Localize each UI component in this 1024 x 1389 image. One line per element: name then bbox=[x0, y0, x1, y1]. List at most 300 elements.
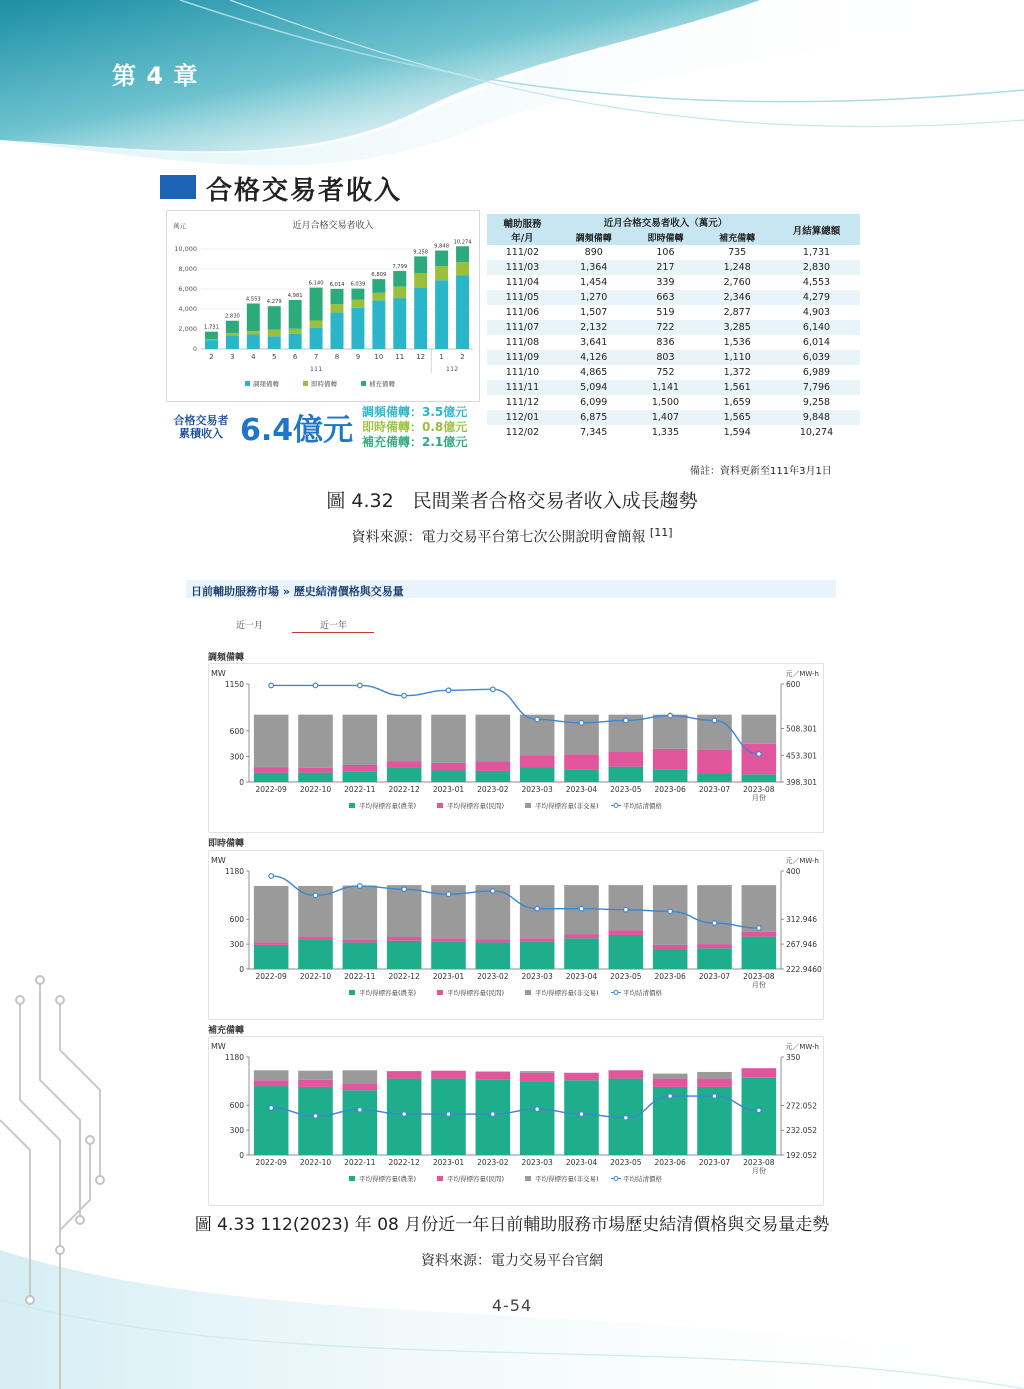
revenue-y-tick: 8,000 bbox=[178, 265, 197, 273]
market-x-tick: 2023-07 bbox=[698, 972, 731, 981]
revenue-bar-segment bbox=[372, 300, 385, 349]
market-price-point bbox=[269, 874, 274, 879]
table-cell: 2,760 bbox=[701, 275, 773, 290]
table-cell: 2,346 bbox=[701, 290, 773, 305]
table-row bbox=[487, 275, 860, 290]
market-bar-segment bbox=[476, 762, 511, 771]
revenue-total-label: 10,274 bbox=[453, 239, 472, 246]
revenue-bar-segment bbox=[435, 280, 448, 349]
revenue-bar-segment bbox=[247, 334, 260, 349]
table-cell: 6,140 bbox=[773, 320, 860, 335]
revenue-bar-segment bbox=[289, 329, 302, 334]
revenue-total-label: 6,140 bbox=[308, 280, 324, 287]
market-bar-segment bbox=[254, 715, 289, 768]
table-cell: 4,126 bbox=[558, 350, 630, 365]
table-cell: 1,141 bbox=[630, 380, 702, 395]
table-row bbox=[487, 395, 860, 410]
market-y-tick: 1150 bbox=[224, 680, 244, 689]
market-bar-segment bbox=[298, 1080, 333, 1087]
market-bar-segment bbox=[387, 761, 422, 768]
market-bar-segment bbox=[387, 768, 422, 782]
revenue-bar-segment bbox=[247, 331, 260, 334]
market-x-suffix: 月份 bbox=[751, 1167, 766, 1175]
revenue-x-tick: 5 bbox=[271, 353, 277, 361]
market-bar-segment bbox=[298, 715, 333, 768]
cumulative-label-line2: 累積收入 bbox=[179, 427, 223, 440]
chapter-label: 第 4 章 bbox=[112, 62, 199, 90]
market-legend-swatch bbox=[437, 1176, 443, 1181]
market-bar-segment bbox=[387, 941, 422, 969]
revenue-x-tick: 10 bbox=[374, 353, 384, 361]
market-x-tick: 2023-06 bbox=[654, 972, 686, 981]
cumulative-label bbox=[170, 414, 232, 440]
revenue-bar-segment bbox=[393, 298, 406, 349]
market-x-tick: 2023-03 bbox=[521, 972, 553, 981]
market-bar-segment bbox=[343, 1090, 378, 1155]
market-legend-label: 平均結清價格 bbox=[623, 1175, 662, 1183]
table-cell: 1,454 bbox=[558, 275, 630, 290]
table-cell: 6,875 bbox=[558, 410, 630, 425]
revenue-x-tick: 6 bbox=[292, 353, 298, 361]
market-legend-swatch bbox=[614, 991, 618, 995]
revenue-y-tick: 6,000 bbox=[178, 285, 197, 293]
revenue-legend-label: 調頻備轉 bbox=[253, 380, 279, 388]
figure-4-32-reference: [11] bbox=[649, 526, 673, 539]
supplemental-chart bbox=[209, 1037, 823, 1187]
market-x-tick: 2023-06 bbox=[654, 1158, 686, 1167]
market-bar-segment bbox=[653, 715, 688, 749]
revenue-bar-segment bbox=[456, 246, 469, 262]
revenue-total-label: 6,039 bbox=[350, 281, 366, 288]
market-price-point bbox=[757, 926, 762, 931]
table-row bbox=[487, 290, 860, 305]
market-price-point bbox=[313, 893, 318, 898]
market-bar-segment bbox=[343, 772, 378, 782]
table-cell: 111/06 bbox=[487, 305, 558, 320]
market-bar-segment bbox=[298, 1071, 333, 1080]
market-bar-segment bbox=[653, 945, 688, 949]
market-bar-segment bbox=[564, 1080, 599, 1155]
market-x-tick: 2022-10 bbox=[299, 1158, 332, 1167]
market-price-point bbox=[712, 1094, 717, 1099]
tab-last-year[interactable]: 近一年 bbox=[320, 621, 348, 631]
revenue-x-tick: 4 bbox=[251, 353, 256, 361]
revenue-bar-segment bbox=[226, 333, 239, 335]
supplemental-chart-box bbox=[208, 1036, 824, 1206]
revenue-total-label: 6,809 bbox=[371, 272, 387, 279]
revenue-x-tick: 8 bbox=[334, 353, 340, 361]
market-legend-swatch bbox=[525, 1176, 531, 1181]
market-bar-segment bbox=[431, 1071, 466, 1079]
market-price-point bbox=[402, 1112, 407, 1117]
market-x-tick: 2023-05 bbox=[610, 785, 642, 794]
revenue-bar-segment bbox=[414, 256, 427, 273]
table-row bbox=[487, 305, 860, 320]
table-header-service-line2: 年/月 bbox=[511, 232, 534, 244]
market-left-unit: MW bbox=[211, 669, 226, 678]
revenue-total-label: 6,014 bbox=[329, 281, 345, 288]
market-x-tick: 2023-04 bbox=[565, 1158, 598, 1167]
figure-4-32-source-text: 資料來源：電力交易平台第七次公開說明會簡報 bbox=[351, 529, 646, 546]
table-cell: 6,039 bbox=[773, 350, 860, 365]
table-cell: 1,659 bbox=[701, 395, 773, 410]
revenue-y-tick: 10,000 bbox=[174, 245, 197, 253]
market-right-unit: 元／MW-h bbox=[785, 1043, 819, 1051]
market-y-tick: 300 bbox=[229, 1126, 244, 1136]
market-price-point bbox=[269, 1106, 274, 1111]
market-bar-segment bbox=[254, 773, 289, 782]
market-y2-tick: 222.9460 bbox=[786, 965, 822, 974]
table-cell: 1,536 bbox=[701, 335, 773, 350]
table-cell: 111/07 bbox=[487, 320, 558, 335]
table-cell: 111/04 bbox=[487, 275, 558, 290]
table-cell: 663 bbox=[630, 290, 702, 305]
revenue-bar-segment bbox=[268, 330, 281, 337]
table-cell: 1,500 bbox=[630, 395, 702, 410]
revenue-total-label: 1,731 bbox=[204, 324, 219, 331]
market-bar-segment bbox=[653, 769, 688, 782]
market-right-unit: 元／MW-h bbox=[785, 670, 819, 678]
table-cell: 6,989 bbox=[773, 365, 860, 380]
market-legend-swatch bbox=[614, 1177, 618, 1181]
tab-active-underline bbox=[292, 632, 374, 633]
table-cell: 1,372 bbox=[701, 365, 773, 380]
market-bar-segment bbox=[520, 942, 555, 969]
revenue-bar-segment bbox=[205, 339, 218, 340]
market-y2-tick: 398.301 bbox=[786, 778, 818, 787]
table-cell: 111/12 bbox=[487, 395, 558, 410]
market-price-point bbox=[313, 683, 318, 688]
table-cell: 3,285 bbox=[701, 320, 773, 335]
market-bar-segment bbox=[387, 715, 422, 761]
revenue-y-tick: 4,000 bbox=[178, 305, 197, 313]
revenue-bar-segment bbox=[268, 336, 281, 349]
table-cell: 803 bbox=[630, 350, 702, 365]
market-bar-segment bbox=[742, 774, 777, 782]
market-bar-segment bbox=[520, 1081, 555, 1155]
market-bar-segment bbox=[431, 942, 466, 969]
market-price-point bbox=[624, 1116, 629, 1121]
table-cell: 1,335 bbox=[630, 425, 702, 440]
table-row bbox=[487, 350, 860, 365]
table-cell: 1,270 bbox=[558, 290, 630, 305]
revenue-bar-segment bbox=[226, 321, 239, 333]
market-x-tick: 2022-12 bbox=[388, 1158, 420, 1167]
revenue-year-label: 111 bbox=[309, 365, 323, 373]
market-bar-segment bbox=[298, 773, 333, 782]
revenue-bar-segment bbox=[247, 303, 260, 331]
market-legend-swatch bbox=[525, 990, 531, 995]
revenue-x-tick: 11 bbox=[395, 353, 405, 361]
market-price-point bbox=[668, 909, 673, 914]
market-bar-segment bbox=[343, 942, 378, 969]
table-cell: 1,110 bbox=[701, 350, 773, 365]
market-panel-header bbox=[186, 580, 836, 598]
market-x-tick: 2023-07 bbox=[698, 1158, 731, 1167]
revenue-legend-label: 即時備轉 bbox=[311, 380, 337, 388]
table-cell: 1,407 bbox=[630, 410, 702, 425]
table-cell: 111/10 bbox=[487, 365, 558, 380]
market-bar-segment bbox=[609, 1070, 644, 1078]
market-price-point bbox=[712, 921, 717, 926]
market-x-tick: 2022-09 bbox=[255, 972, 287, 981]
revenue-bar-segment bbox=[351, 289, 364, 300]
revenue-y-tick: 0 bbox=[192, 345, 197, 353]
market-bar-segment bbox=[520, 885, 555, 938]
market-bar-segment bbox=[431, 770, 466, 782]
market-x-tick: 2023-08 bbox=[743, 785, 775, 794]
market-price-point bbox=[535, 717, 540, 722]
market-y-tick: 600 bbox=[229, 726, 244, 736]
market-y2-tick: 350 bbox=[786, 1053, 801, 1062]
market-y-tick: 0 bbox=[239, 1151, 244, 1160]
market-y-tick: 0 bbox=[239, 778, 244, 787]
market-bar-segment bbox=[298, 768, 333, 773]
market-bar-segment bbox=[343, 765, 378, 772]
market-x-suffix: 月份 bbox=[751, 794, 766, 802]
market-price-point bbox=[358, 1107, 363, 1112]
revenue-table bbox=[487, 214, 860, 440]
revenue-bar-segment bbox=[393, 287, 406, 298]
figure-4-33-caption: 圖 4.33 112(2023) 年 08 月份近一年日前輔助服務市場歷史結清價格與交易量走勢 bbox=[194, 1215, 830, 1235]
market-left-unit: MW bbox=[211, 1042, 226, 1051]
section-title: 合格交易者收入 bbox=[206, 176, 403, 206]
market-bar-segment bbox=[476, 939, 511, 942]
market-bar-segment bbox=[697, 1072, 732, 1079]
market-y2-tick: 600 bbox=[786, 680, 801, 689]
market-bar-segment bbox=[387, 885, 422, 937]
cumulative-value: 6.4億元 bbox=[240, 413, 354, 448]
market-legend-swatch bbox=[349, 1176, 355, 1181]
revenue-bar-segment bbox=[414, 288, 427, 349]
market-legend-label: 平均結清價格 bbox=[623, 989, 662, 997]
market-x-tick: 2023-05 bbox=[610, 972, 642, 981]
revenue-total-label: 4,279 bbox=[266, 299, 282, 306]
table-subheader-spinning: 即時備轉 bbox=[630, 230, 702, 245]
market-panel bbox=[186, 580, 836, 1192]
market-bar-segment bbox=[298, 937, 333, 939]
revenue-legend-swatch bbox=[245, 381, 250, 386]
revenue-bar-segment bbox=[372, 293, 385, 301]
revenue-year-label: 112 bbox=[445, 365, 459, 373]
table-cell: 111/03 bbox=[487, 260, 558, 275]
market-y-tick: 300 bbox=[229, 752, 244, 762]
market-price-point bbox=[358, 683, 363, 688]
table-cell: 6,099 bbox=[558, 395, 630, 410]
market-bar-segment bbox=[476, 715, 511, 762]
chart-label-regulation: 調頻備轉 bbox=[208, 653, 245, 663]
market-y2-tick: 400 bbox=[786, 867, 801, 876]
market-y2-tick: 267.946 bbox=[786, 940, 818, 950]
revenue-bar-segment bbox=[456, 276, 469, 349]
market-legend-label: 平均得標容量(民間) bbox=[447, 802, 505, 810]
market-bar-segment bbox=[564, 754, 599, 769]
table-note: 備註：資料更新至111年3月1日 bbox=[690, 466, 832, 477]
revenue-bar-segment bbox=[205, 340, 218, 349]
market-legend-label: 平均得標容量(農業) bbox=[359, 989, 417, 997]
market-y2-tick: 232.052 bbox=[786, 1126, 818, 1136]
market-price-point bbox=[446, 688, 451, 693]
table-row bbox=[487, 320, 860, 335]
market-panel-title: 日前輔助服務市場 » 歷史結清價格與交易量 bbox=[191, 585, 404, 598]
cumulative-breakdown bbox=[362, 405, 467, 450]
market-bar-segment bbox=[476, 1080, 511, 1155]
market-price-point bbox=[668, 713, 673, 718]
chart-label-supplemental: 補充備轉 bbox=[208, 1026, 245, 1036]
market-price-point bbox=[491, 687, 496, 692]
revenue-chart-unit: 萬元 bbox=[173, 222, 186, 230]
table-row bbox=[487, 365, 860, 380]
table-cell: 5,094 bbox=[558, 380, 630, 395]
table-row bbox=[487, 425, 860, 440]
revenue-bar-segment bbox=[226, 335, 239, 349]
market-bar-segment bbox=[343, 886, 378, 940]
cumulative-item: 即時備轉：0.8億元 bbox=[362, 420, 468, 434]
table-cell: 1,507 bbox=[558, 305, 630, 320]
market-bar-segment bbox=[697, 944, 732, 948]
market-bar-segment bbox=[298, 1087, 333, 1155]
market-legend-label: 平均得標容量(農業) bbox=[359, 1175, 417, 1183]
market-bar-segment bbox=[387, 1071, 422, 1078]
market-legend-label: 平均得標容量(非交易) bbox=[535, 989, 599, 997]
market-bar-segment bbox=[298, 939, 333, 969]
market-price-point bbox=[579, 1112, 584, 1117]
page-number: 4-54 bbox=[491, 1296, 533, 1315]
cumulative-item: 調頻備轉：3.5億元 bbox=[362, 405, 468, 419]
table-cell: 3,641 bbox=[558, 335, 630, 350]
market-price-point bbox=[668, 1094, 673, 1099]
market-x-tick: 2023-05 bbox=[610, 1158, 642, 1167]
revenue-bar-segment bbox=[435, 251, 448, 267]
table-cell: 890 bbox=[558, 245, 630, 260]
figure-4-32-source bbox=[0, 526, 1024, 547]
revenue-x-tick: 1 bbox=[439, 353, 444, 361]
market-bar-segment bbox=[343, 715, 378, 765]
market-x-tick: 2023-02 bbox=[477, 785, 509, 794]
market-bar-segment bbox=[742, 1078, 777, 1155]
market-bar-segment bbox=[476, 1072, 511, 1080]
table-cell: 10,274 bbox=[773, 425, 860, 440]
spinning-chart bbox=[209, 851, 823, 1019]
revenue-bar-segment bbox=[268, 306, 281, 329]
market-bar-segment bbox=[254, 945, 289, 969]
market-y-tick: 1180 bbox=[224, 867, 244, 876]
market-y-tick: 300 bbox=[229, 940, 244, 950]
market-price-point bbox=[446, 892, 451, 897]
revenue-bar-segment bbox=[289, 300, 302, 329]
tab-last-month[interactable]: 近一月 bbox=[236, 621, 264, 631]
table-cell: 735 bbox=[701, 245, 773, 260]
revenue-bar-segment bbox=[310, 288, 323, 321]
market-bar-segment bbox=[476, 771, 511, 782]
revenue-x-tick: 3 bbox=[230, 353, 235, 361]
table-row bbox=[487, 245, 860, 260]
table-cell: 4,903 bbox=[773, 305, 860, 320]
market-x-tick: 2022-11 bbox=[344, 1158, 376, 1167]
revenue-total-label: 9,848 bbox=[434, 243, 450, 250]
table-cell: 2,830 bbox=[773, 260, 860, 275]
revenue-bar-segment bbox=[372, 279, 385, 293]
table-row bbox=[487, 410, 860, 425]
spinning-chart-box bbox=[208, 850, 824, 1020]
market-x-tick: 2023-04 bbox=[565, 972, 598, 981]
market-bar-segment bbox=[254, 886, 289, 942]
table-cell: 1,248 bbox=[701, 260, 773, 275]
revenue-bar-segment bbox=[310, 328, 323, 349]
market-bar-segment bbox=[254, 1070, 289, 1080]
table-cell: 111/02 bbox=[487, 245, 558, 260]
market-price-point bbox=[313, 1114, 318, 1119]
table-cell: 217 bbox=[630, 260, 702, 275]
table-subheader-supplemental: 補充備轉 bbox=[701, 230, 773, 245]
market-x-tick: 2023-03 bbox=[521, 785, 553, 794]
market-right-unit: 元／MW-h bbox=[785, 857, 819, 865]
table-cell: 111/08 bbox=[487, 335, 558, 350]
market-price-point bbox=[535, 906, 540, 911]
market-bar-segment bbox=[520, 768, 555, 782]
market-x-tick: 2022-10 bbox=[299, 972, 332, 981]
market-bar-segment bbox=[343, 1084, 378, 1091]
table-cell: 111/11 bbox=[487, 380, 558, 395]
market-legend-label: 平均得標容量(非交易) bbox=[535, 1175, 599, 1183]
market-bar-segment bbox=[653, 1079, 688, 1087]
table-cell: 722 bbox=[630, 320, 702, 335]
market-bar-segment bbox=[742, 932, 777, 937]
market-price-point bbox=[757, 752, 762, 757]
revenue-bar-segment bbox=[393, 271, 406, 287]
market-bar-segment bbox=[742, 744, 777, 775]
market-x-tick: 2022-11 bbox=[344, 972, 376, 981]
table-cell: 9,848 bbox=[773, 410, 860, 425]
market-bar-segment bbox=[254, 768, 289, 773]
market-bar-segment bbox=[742, 937, 777, 969]
market-x-tick: 2023-06 bbox=[654, 785, 686, 794]
market-x-tick: 2023-03 bbox=[521, 1158, 553, 1167]
market-x-tick: 2022-12 bbox=[388, 785, 420, 794]
market-bar-segment bbox=[742, 1068, 777, 1078]
market-legend-swatch bbox=[349, 990, 355, 995]
market-price-point bbox=[358, 884, 363, 889]
market-x-tick: 2022-11 bbox=[344, 785, 376, 794]
market-left-unit: MW bbox=[211, 856, 226, 865]
market-legend-swatch bbox=[437, 803, 443, 808]
market-x-tick: 2022-09 bbox=[255, 785, 287, 794]
table-cell: 9,258 bbox=[773, 395, 860, 410]
market-bar-segment bbox=[387, 937, 422, 941]
market-price-point bbox=[624, 907, 629, 912]
market-bar-segment bbox=[609, 935, 644, 969]
revenue-total-label: 2,830 bbox=[224, 313, 240, 320]
revenue-bar-segment bbox=[351, 308, 364, 349]
market-x-tick: 2023-07 bbox=[698, 785, 731, 794]
market-bar-segment bbox=[564, 934, 599, 938]
revenue-total-label: 4,981 bbox=[287, 292, 303, 299]
market-bar-segment bbox=[653, 885, 688, 945]
market-y2-tick: 312.946 bbox=[786, 915, 818, 925]
market-bar-segment bbox=[520, 1073, 555, 1081]
market-y2-tick: 192.052 bbox=[786, 1151, 818, 1160]
market-price-point bbox=[535, 1107, 540, 1112]
table-cell: 519 bbox=[630, 305, 702, 320]
market-x-tick: 2022-10 bbox=[299, 785, 332, 794]
market-y2-tick: 508.301 bbox=[786, 724, 818, 734]
revenue-x-tick: 2 bbox=[209, 353, 214, 361]
market-y2-tick: 453.301 bbox=[786, 751, 818, 761]
market-bar-segment bbox=[564, 770, 599, 782]
regulation-chart-box bbox=[208, 663, 824, 833]
market-price-point bbox=[579, 906, 584, 911]
table-cell: 339 bbox=[630, 275, 702, 290]
